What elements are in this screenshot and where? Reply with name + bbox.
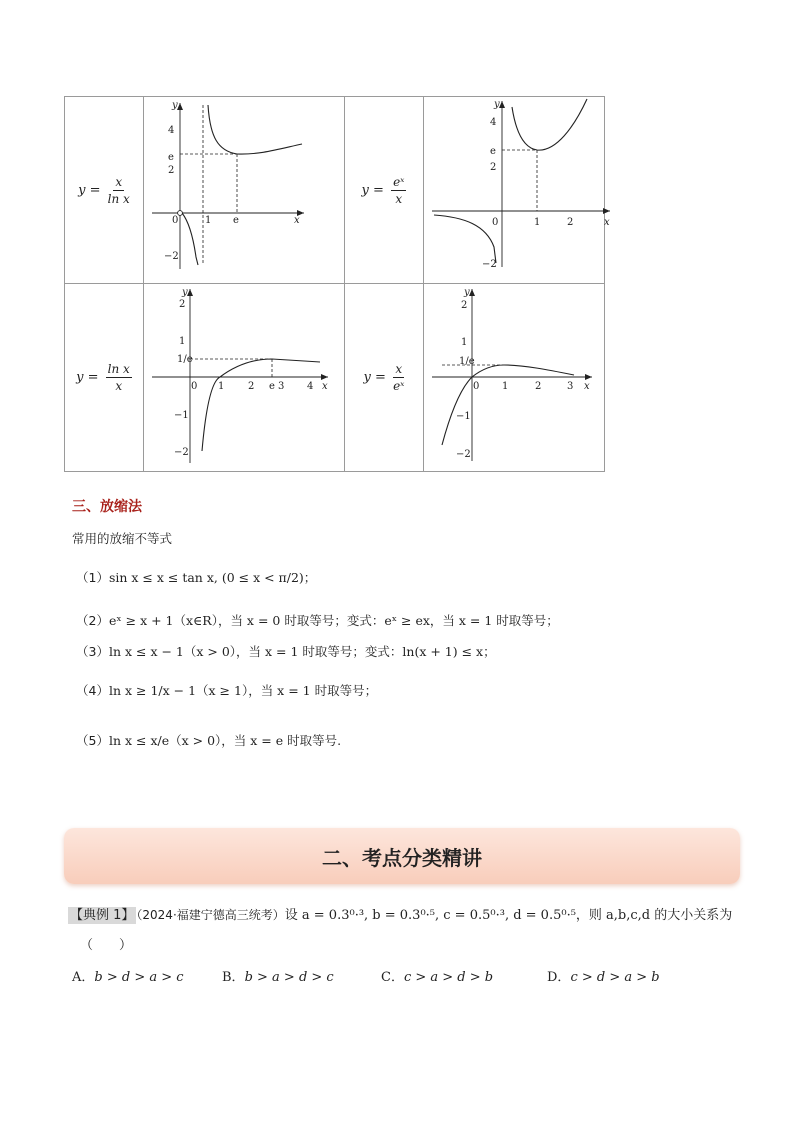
item-label: （3）	[76, 644, 109, 659]
section-banner	[64, 828, 740, 884]
y-tick-label: e	[490, 146, 496, 157]
formula-fraction	[393, 362, 404, 393]
option-text: b > a > d > c	[244, 970, 334, 985]
option-d[interactable]	[547, 966, 660, 985]
formula-fraction	[106, 362, 132, 393]
x-tick-label: 3	[567, 380, 574, 392]
item-text: ln x ≤ x − 1（x > 0），当 x = 1 时取等号；变式：ln(x + 1) ≤ x；	[108, 644, 496, 659]
x-tick-label: e	[233, 215, 239, 226]
y-tick-label: 1/e	[459, 355, 475, 367]
y-axis-label: y	[464, 286, 470, 298]
function-graph-table	[64, 96, 610, 472]
y-tick-label: −1	[456, 410, 471, 422]
formula-numerator: eˣ	[393, 174, 405, 189]
graph-x-over-lnx	[144, 97, 345, 284]
x-tick-label: 1	[502, 380, 509, 392]
formula-x-over-lnx	[65, 97, 144, 284]
x-tick-label: 0	[172, 215, 179, 226]
formula-fraction	[108, 175, 130, 206]
formula-numerator: x	[395, 362, 403, 376]
inequality-item	[76, 611, 559, 629]
item-label: （2）	[76, 613, 109, 628]
x-tick-label: 3	[278, 380, 285, 392]
option-b[interactable]	[222, 966, 334, 985]
x-tick-label: 1	[534, 217, 541, 228]
option-letter: B．	[222, 970, 245, 985]
inequality-item	[76, 731, 341, 749]
x-axis-label: x	[294, 215, 300, 226]
x-tick-label: 4	[307, 380, 314, 392]
y-tick-label: 1	[461, 336, 468, 348]
section-banner-title: 二、考点分类精讲	[322, 845, 482, 870]
example-question-text: 设 a = 0.3⁰·³, b = 0.3⁰·⁵, c = 0.5⁰·³, d = 0.5⁰·⁵，则 a,b,c,d 的大小关系为	[284, 908, 733, 923]
inequality-item	[76, 568, 316, 586]
x-tick-label: 2	[535, 380, 542, 392]
x-tick-label: 0	[191, 380, 198, 392]
option-letter: D．	[547, 970, 571, 985]
x-axis-label: x	[604, 217, 610, 228]
example-question	[68, 904, 732, 923]
y-axis-label: y	[172, 100, 178, 111]
y-tick-label: 2	[168, 165, 175, 176]
x-tick-label: 2	[567, 217, 574, 228]
y-tick-label: −2	[456, 448, 471, 460]
option-text: c > d > a > b	[570, 970, 660, 985]
formula-ex-over-x	[345, 97, 424, 284]
x-tick-label: e	[269, 380, 275, 392]
inequality-intro: 常用的放缩不等式	[72, 531, 173, 546]
formula-lnx-over-x	[65, 284, 144, 472]
y-axis-label: y	[182, 286, 188, 298]
item-text: ln x ≤ x/e（x > 0），当 x = e 时取等号.	[108, 733, 342, 748]
formula-lhs: y =	[76, 370, 99, 385]
inequality-item	[76, 681, 377, 699]
graph-x-over-ex	[424, 284, 605, 472]
example-tag: 【典例 1】	[70, 908, 135, 923]
formula-fraction	[391, 175, 406, 206]
option-text: c > a > d > b	[403, 970, 494, 985]
y-tick-label: 2	[179, 298, 186, 310]
y-tick-label: 2	[461, 299, 468, 311]
y-tick-label: 1	[179, 335, 186, 347]
x-axis-label: x	[322, 380, 328, 392]
y-tick-label: −2	[174, 446, 189, 458]
example-source: （2024·福建宁德高三统考）	[136, 908, 285, 922]
item-label: （5）	[76, 733, 109, 748]
formula-lhs: y =	[363, 370, 386, 385]
section-three-heading: 三、放缩法	[72, 499, 142, 515]
x-tick-label: 0	[492, 217, 499, 228]
y-tick-label: 1/e	[177, 353, 193, 365]
y-tick-label: e	[168, 152, 174, 163]
item-label: （1）	[76, 570, 109, 585]
formula-denominator: eˣ	[393, 379, 405, 393]
x-tick-label: 1	[218, 380, 225, 392]
item-label: （4）	[76, 683, 109, 698]
option-letter: A．	[72, 970, 95, 985]
y-tick-label: 2	[490, 162, 497, 173]
formula-denominator: ln x	[107, 191, 130, 206]
inequality-item	[76, 642, 496, 660]
x-tick-label: 0	[473, 380, 480, 392]
answer-blank: （ ）	[80, 938, 133, 953]
option-a[interactable]	[72, 966, 184, 985]
y-tick-label: −1	[174, 409, 189, 421]
formula-lhs: y =	[361, 182, 384, 198]
graph-ex-over-x	[424, 97, 610, 284]
formula-numerator: x	[115, 174, 123, 189]
item-text: sin x ≤ x ≤ tan x, (0 ≤ x < π/2)；	[108, 570, 317, 585]
formula-denominator: x	[115, 379, 123, 393]
item-text: eˣ ≥ x + 1（x∈R），当 x = 0 时取等号；变式：eˣ ≥ ex，当 x = 1 时取等号；	[108, 613, 559, 628]
x-tick-label: 1	[205, 215, 212, 226]
formula-denominator: x	[395, 191, 403, 206]
item-text: ln x ≥ 1/x − 1（x ≥ 1），当 x = 1 时取等号；	[108, 683, 378, 698]
y-tick-label: −2	[482, 259, 497, 270]
y-tick-label: −2	[164, 251, 179, 262]
graph-lnx-over-x	[144, 284, 345, 472]
formula-numerator: ln x	[107, 362, 130, 376]
option-letter: C．	[381, 970, 404, 985]
formula-x-over-ex	[345, 284, 424, 472]
formula-lhs: y =	[78, 182, 101, 198]
x-tick-label: 2	[248, 380, 255, 392]
y-tick-label: 4	[168, 125, 175, 136]
y-axis-label: y	[494, 99, 500, 110]
option-text: b > d > a > c	[94, 970, 184, 985]
option-c[interactable]	[381, 966, 493, 985]
x-axis-label: x	[584, 380, 590, 392]
y-tick-label: 4	[490, 117, 497, 128]
